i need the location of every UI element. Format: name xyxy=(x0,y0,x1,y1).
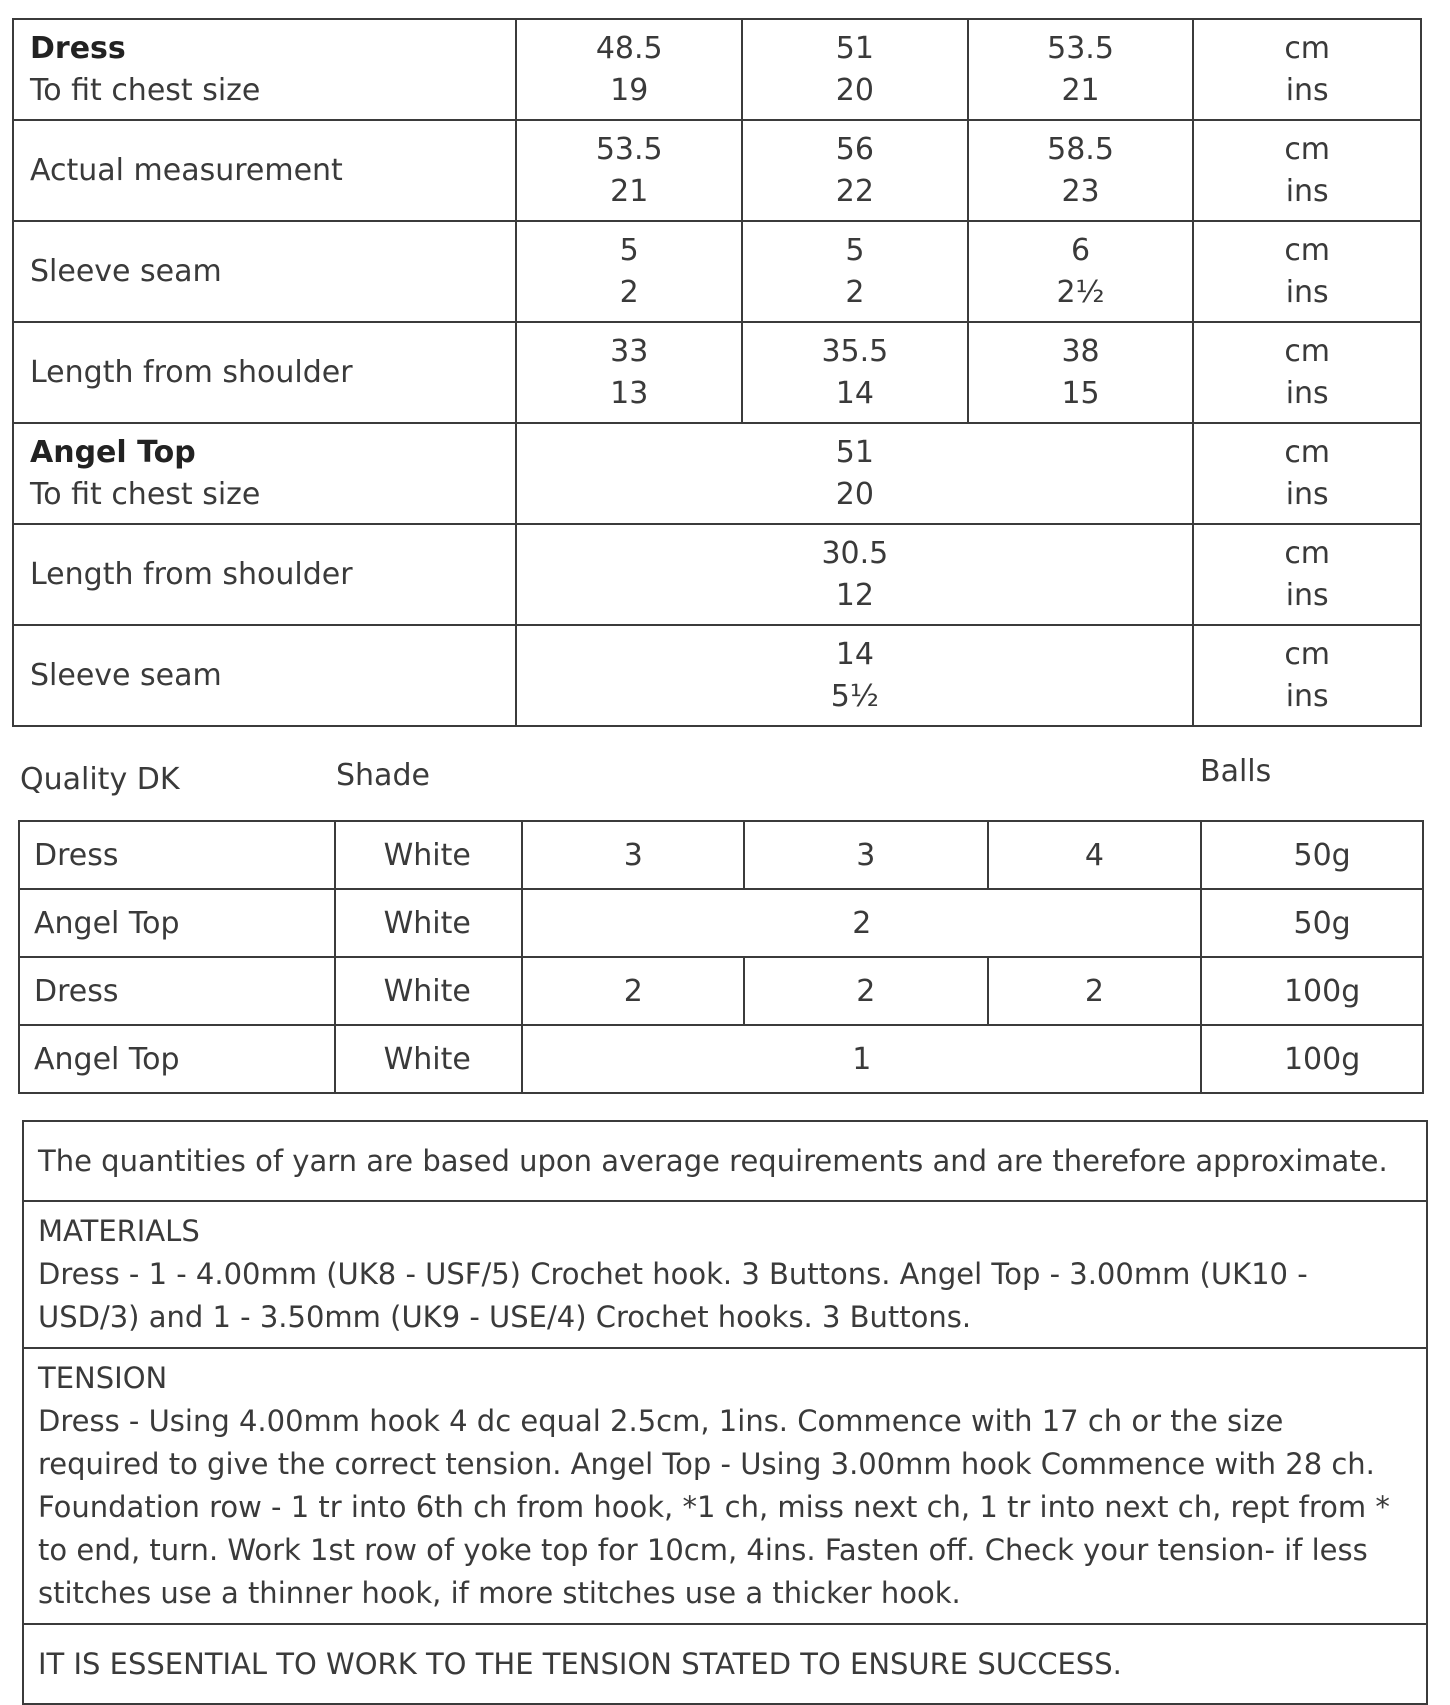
value-cell: 3 xyxy=(522,821,744,889)
table-row xyxy=(23,1201,1427,1348)
value-cell: 2 xyxy=(988,957,1202,1025)
value-cell: 1 xyxy=(522,1025,1201,1093)
table-row xyxy=(13,120,1421,221)
row-label: Length from shoulder xyxy=(13,524,516,625)
materials-section xyxy=(23,1201,1427,1348)
value-cell: 53.5 21 xyxy=(516,120,742,221)
table-row xyxy=(13,524,1421,625)
quality-label: Quality DK xyxy=(20,762,180,797)
table-row xyxy=(23,1348,1427,1624)
notes-table xyxy=(22,1120,1428,1705)
tension-heading: TENSION xyxy=(38,1361,168,1395)
materials-text: Dress - 1 - 4.00mm (UK8 - USF/5) Crochet hook. 3 Buttons. Angel Top - 3.00mm (UK10 - USD/3) and 1 - 3.50mm (UK9 - USE/4) Crochet hooks. 3 Buttons. xyxy=(38,1257,1308,1334)
row-label: Sleeve seam xyxy=(13,221,516,322)
unit-cell: cm ins xyxy=(1193,120,1421,221)
row-label: Actual measurement xyxy=(13,120,516,221)
shade-label: Shade xyxy=(336,758,430,793)
materials-heading: MATERIALS xyxy=(38,1214,200,1248)
row-label: Length from shoulder xyxy=(13,322,516,423)
unit-cell: 50g xyxy=(1201,889,1423,957)
value-cell: 58.5 23 xyxy=(968,120,1194,221)
measurements-table xyxy=(12,18,1422,727)
unit-cell: 100g xyxy=(1201,1025,1423,1093)
row-label: Dress To fit chest size xyxy=(13,19,516,120)
unit-cell: cm ins xyxy=(1193,322,1421,423)
value-cell: 14 5½ xyxy=(516,625,1193,726)
value-cell: 35.5 14 xyxy=(742,322,968,423)
unit-cell: cm ins xyxy=(1193,423,1421,524)
value-cell: 6 2½ xyxy=(968,221,1194,322)
value-cell: 5 2 xyxy=(742,221,968,322)
value-cell: 3 xyxy=(744,821,988,889)
value-cell: 5 2 xyxy=(516,221,742,322)
unit-cell: 100g xyxy=(1201,957,1423,1025)
row-label: Sleeve seam xyxy=(13,625,516,726)
tension-section xyxy=(23,1348,1427,1624)
value-cell: 2 xyxy=(522,957,744,1025)
item-cell: Angel Top xyxy=(19,889,335,957)
value-cell: 56 22 xyxy=(742,120,968,221)
value-cell: 4 xyxy=(988,821,1202,889)
value-cell: 51 20 xyxy=(516,423,1193,524)
unit-cell: cm ins xyxy=(1193,524,1421,625)
value-cell: 2 xyxy=(744,957,988,1025)
angel-top-heading: Angel Top xyxy=(30,434,196,470)
row-label: Angel Top To fit chest size xyxy=(13,423,516,524)
value-cell: 38 15 xyxy=(968,322,1194,423)
essential-note: IT IS ESSENTIAL TO WORK TO THE TENSION STATED TO ENSURE SUCCESS. xyxy=(23,1624,1427,1704)
value-cell: 53.5 21 xyxy=(968,19,1194,120)
table-row xyxy=(13,19,1421,120)
shade-cell: White xyxy=(335,821,523,889)
table-row xyxy=(13,221,1421,322)
foundation-row-text: Foundation row - 1 tr into 6th ch from hook, *1 ch, miss next ch, 1 tr into next ch, rept from * to end, turn. Work 1st row of yoke top for 10cm, 4ins. Fasten off. Check your tension- if less stitches use a thinner hook, if more stitches use a thicker hook. xyxy=(38,1490,1390,1610)
table-row xyxy=(19,889,1423,957)
value-cell: 2 xyxy=(522,889,1201,957)
value-cell: 33 13 xyxy=(516,322,742,423)
tension-text: Dress - Using 4.00mm hook 4 dc equal 2.5cm, 1ins. Commence with 17 ch or the size required to give the correct tension. Angel Top - Using 3.00mm hook Commence with 28 ch. xyxy=(38,1404,1375,1481)
shade-cell: White xyxy=(335,1025,523,1093)
quantities-note: The quantities of yarn are based upon average requirements and are therefore approximate. xyxy=(23,1121,1427,1201)
yarn-table xyxy=(18,820,1424,1094)
value-cell: 48.5 19 xyxy=(516,19,742,120)
table-row xyxy=(19,957,1423,1025)
shade-cell: White xyxy=(335,889,523,957)
table-row xyxy=(13,625,1421,726)
item-cell: Angel Top xyxy=(19,1025,335,1093)
table-row xyxy=(13,423,1421,524)
value-cell: 30.5 12 xyxy=(516,524,1193,625)
table-row xyxy=(23,1121,1427,1201)
dress-heading: Dress xyxy=(30,30,126,66)
table-row xyxy=(23,1624,1427,1704)
table-row xyxy=(19,1025,1423,1093)
unit-cell: cm ins xyxy=(1193,221,1421,322)
unit-cell: 50g xyxy=(1201,821,1423,889)
value-cell: 51 20 xyxy=(742,19,968,120)
unit-cell: cm ins xyxy=(1193,625,1421,726)
table-row xyxy=(19,821,1423,889)
item-cell: Dress xyxy=(19,821,335,889)
balls-label: Balls xyxy=(1200,754,1272,789)
item-cell: Dress xyxy=(19,957,335,1025)
table-row xyxy=(13,322,1421,423)
shade-cell: White xyxy=(335,957,523,1025)
unit-cell: cm ins xyxy=(1193,19,1421,120)
